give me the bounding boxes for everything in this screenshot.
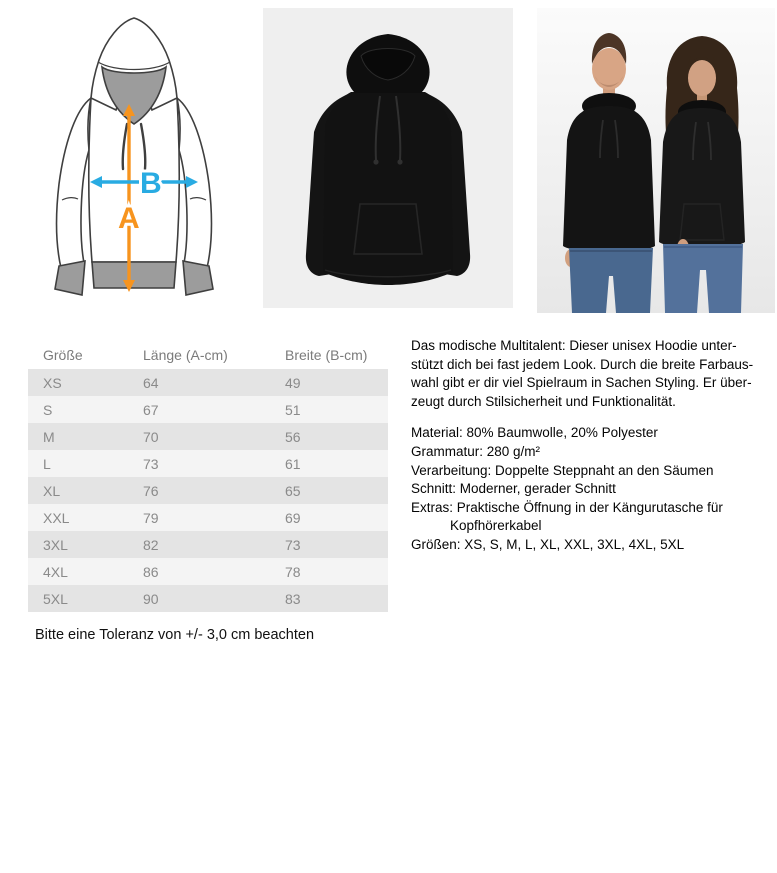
laenge-cell: 70 (143, 428, 159, 445)
breite-cell: 78 (285, 563, 301, 580)
breite-cell: 56 (285, 428, 301, 445)
description-line: Das modische Multitalent: Dieser unisex Hoodie unter- (411, 338, 737, 353)
breite-cell: 51 (285, 401, 301, 418)
size-cell: M (43, 428, 55, 445)
black-hoodie-icon (263, 8, 513, 308)
laenge-cell: 86 (143, 563, 159, 580)
size-cell: 3XL (43, 536, 68, 553)
header-laenge: Länge (A-cm) (143, 346, 228, 363)
laenge-cell: 73 (143, 455, 159, 472)
table-row (28, 396, 388, 423)
size-cell: XXL (43, 509, 70, 526)
description-line: stützt dich bei fast jedem Look. Durch die breite Farbaus- (411, 356, 754, 372)
description-line: zeugt durch Stilsicherheit und Funktionalität. (411, 393, 676, 409)
breite-cell: 61 (285, 455, 301, 472)
size-cell: L (43, 455, 51, 472)
breite-cell: 83 (285, 590, 301, 607)
table-row (28, 477, 388, 504)
spec-schnitt: Schnitt: Moderner, gerader Schnitt (411, 481, 616, 497)
table-row (28, 450, 388, 477)
laenge-cell: 64 (143, 374, 159, 391)
hoodie-measurement-diagram (28, 12, 242, 312)
header-groesse: Größe (43, 346, 83, 363)
spec-groessen: Größen: XS, S, M, L, XL, XXL, 3XL, 4XL, 5XL (411, 536, 685, 552)
width-label-b: B (140, 167, 162, 200)
breite-cell: 65 (285, 482, 301, 499)
laenge-cell: 76 (143, 482, 159, 499)
size-cell: 5XL (43, 590, 68, 607)
spec-grammatur: Grammatur: 280 g/m² (411, 443, 541, 459)
models-illustration-icon (537, 8, 775, 313)
table-row (28, 585, 388, 612)
tolerance-note: Bitte eine Toleranz von +/- 3,0 cm beachten (35, 627, 315, 643)
header-breite: Breite (B-cm) (285, 346, 368, 363)
table-row (28, 423, 388, 450)
models-photo (537, 8, 775, 313)
hoodie-product-photo (263, 8, 513, 308)
size-cell: XL (43, 482, 61, 499)
size-cell: XS (43, 374, 62, 391)
hoodie-line-drawing-icon (28, 12, 242, 312)
size-cell: 4XL (43, 563, 68, 580)
length-label-a: A (118, 202, 140, 235)
table-row (28, 369, 388, 396)
description-line: wahl gibt er dir viel Spielraum in Sachen Styling. Er über- (411, 375, 752, 391)
spec-extras-continued: Kopfhörerkabel (450, 518, 542, 534)
product-description (411, 337, 777, 555)
table-row (28, 531, 388, 558)
breite-cell: 69 (285, 509, 301, 526)
size-table-header-row (28, 340, 388, 369)
laenge-cell: 90 (143, 590, 159, 607)
laenge-cell: 82 (143, 536, 159, 553)
size-cell: S (43, 401, 53, 418)
spec-material: Material: 80% Baumwolle, 20% Polyester (411, 425, 658, 441)
spec-extras: Extras: Praktische Öffnung in der Kängurutasche für (411, 499, 723, 515)
breite-cell: 49 (285, 374, 301, 391)
laenge-cell: 79 (143, 509, 159, 526)
size-table (28, 340, 388, 612)
spec-verarbeitung: Verarbeitung: Doppelte Steppnaht an den Säumen (411, 462, 714, 478)
table-row (28, 504, 388, 531)
table-row (28, 558, 388, 585)
laenge-cell: 67 (143, 401, 159, 418)
breite-cell: 73 (285, 536, 301, 553)
